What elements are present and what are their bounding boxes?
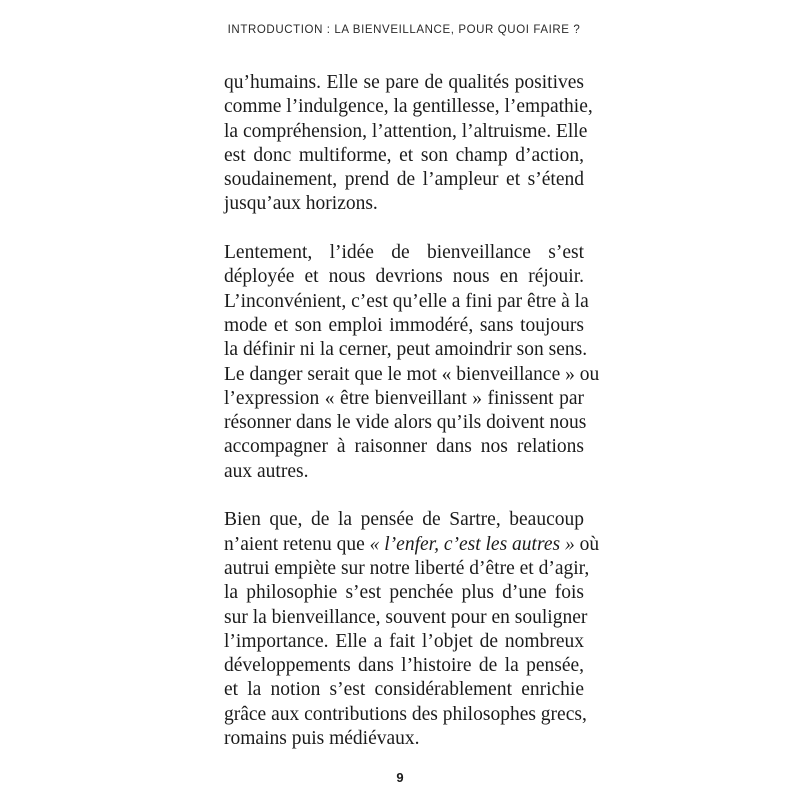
text-line: qu’humains. Elle se pare de qualités positives (224, 72, 584, 93)
text-line: déployée et nous devrions nous en réjouir. (224, 266, 584, 288)
text-line: la philosophie s’est penchée plus d’une fois (224, 582, 584, 604)
text-fragment: où (574, 533, 600, 555)
text-line: sur la bienveillance, souvent pour en souligner (224, 606, 588, 628)
running-header: INTRODUCTION : LA BIENVEILLANCE, POUR QUOI FAIRE ? (227, 24, 581, 36)
text-line: résonner dans le vide alors qu’ils doivent nous (224, 412, 587, 434)
text-line: Le danger serait que le mot « bienveillance » ou (224, 363, 600, 385)
text-line: soudainement, prend de l’ampleur et s’étend (224, 169, 584, 191)
text-line: l’expression « être bienveillant » finissent par (224, 387, 584, 409)
text-line-with-quote (224, 533, 600, 557)
text-fragment: n’aient retenu que (224, 533, 370, 555)
sartre-quote: « l’enfer, c’est les autres » (369, 533, 575, 555)
text-line: développements dans l’histoire de la pensée, (224, 655, 584, 677)
page-number: 9 (396, 770, 404, 785)
text-line: mode et son emploi immodéré, sans toujours (224, 314, 584, 336)
body-text (224, 71, 600, 751)
text-line: Bien que, de la pensée de Sartre, beaucoup (224, 509, 584, 531)
text-line: accompagner à raisonner dans nos relations (224, 436, 584, 458)
paragraph-gap (224, 484, 584, 508)
text-line: l’importance. Elle a fait l’objet de nombreux (224, 630, 584, 652)
text-line: la compréhension, l’attention, l’altruisme. Elle (224, 120, 588, 142)
text-line: aux autres. (224, 460, 309, 482)
text-line: romains puis médiévaux. (224, 728, 420, 750)
text-line: L’inconvénient, c’est qu’elle a fini par être à la (224, 290, 589, 312)
text-line: est donc multiforme, et son champ d’action, (224, 144, 584, 166)
text-line: la définir ni la cerner, peut amoindrir son sens. (224, 339, 588, 361)
text-line: grâce aux contributions des philosophes grecs, (224, 703, 587, 725)
text-line: jusqu’aux horizons. (224, 193, 378, 215)
text-line: Lentement, l’idée de bienveillance s’est (224, 242, 584, 264)
text-line: et la notion s’est considérablement enrichie (224, 679, 584, 701)
text-line: autrui empiète sur notre liberté d’être et d’agir, (224, 557, 590, 579)
text-line: comme l’indulgence, la gentillesse, l’empathie, (224, 96, 593, 118)
paragraph-gap (224, 217, 584, 241)
